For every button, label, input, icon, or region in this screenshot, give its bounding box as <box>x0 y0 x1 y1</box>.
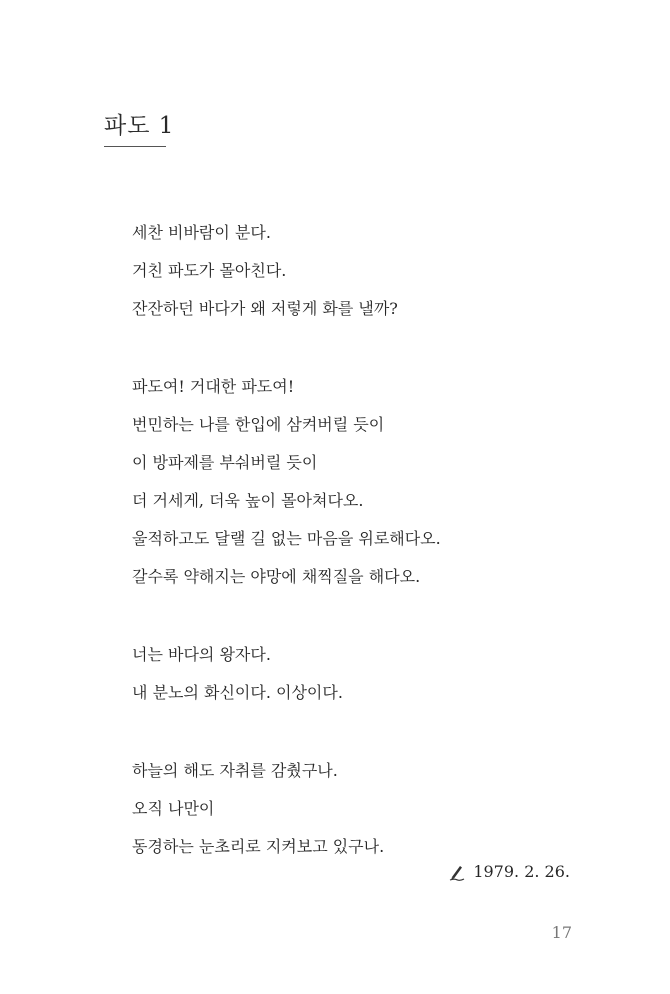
poem-title-block <box>104 112 174 147</box>
poem-date <box>449 862 570 881</box>
pen-icon <box>449 863 465 881</box>
poem-line: 갈수록 약해지는 야망에 채찍질을 해다오. <box>132 567 421 586</box>
poem-line: 더 거세게, 더욱 높이 몰아쳐다오. <box>132 491 364 510</box>
poem-line: 하늘의 해도 자취를 감췄구나. <box>132 761 338 780</box>
poem-line: 동경하는 눈초리로 지켜보고 있구나. <box>132 837 385 856</box>
poem-body <box>132 214 612 866</box>
title-underline <box>104 146 166 147</box>
stanza-4 <box>132 752 612 866</box>
page-number: 17 <box>551 923 572 942</box>
poem-line: 너는 바다의 왕자다. <box>132 645 271 664</box>
poem-line: 잔잔하던 바다가 왜 저렇게 화를 낼까? <box>132 299 398 318</box>
poem-title: 파도 1 <box>104 113 175 139</box>
stanza-3 <box>132 636 612 712</box>
stanza-2 <box>132 368 612 596</box>
poem-line: 이 방파제를 부숴버릴 듯이 <box>132 453 318 472</box>
poem-line: 파도여! 거대한 파도여! <box>132 377 295 396</box>
date-text: 1979. 2. 26. <box>473 862 570 881</box>
poem-line: 거친 파도가 몰아친다. <box>132 261 287 280</box>
poem-line: 내 분노의 화신이다. 이상이다. <box>132 683 343 702</box>
poem-line: 번민하는 나를 한입에 삼켜버릴 듯이 <box>132 415 385 434</box>
poem-line: 세찬 비바람이 분다. <box>132 223 271 242</box>
poem-line: 울적하고도 달랠 길 없는 마음을 위로해다오. <box>132 529 441 548</box>
stanza-1 <box>132 214 612 328</box>
poem-line: 오직 나만이 <box>132 799 215 818</box>
